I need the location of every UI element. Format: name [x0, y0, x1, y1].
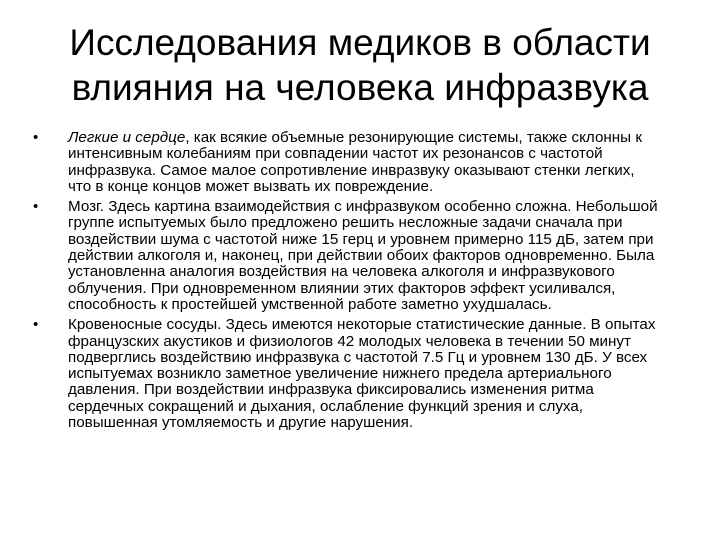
bullet-marker: • — [33, 316, 39, 334]
bullet-term: Мозг — [68, 198, 100, 216]
bullet-list — [28, 130, 658, 435]
bullet-text: . Здесь картина взаимодействия с инфразвуком особенно сложна. Небольшой группе испытуемых было предложено решить несложные задачи сначала при воздействии шума с частотой ниже 15 герц и уровнем примерно 115 дБ, затем при действии алкоголя и, наконец, при действии обоих факторов одновременно. Была установленна аналогия воздействия на человека алкоголя и инфразвукового облучения. При одновременном влиянии этих факторов эффект усиливался, способность к простейшей умственной работе заметно ухудшалась. — [68, 198, 658, 313]
slide-title: Исследования медиков в области влияния на человека инфразвука — [69, 22, 651, 108]
bullet-item-blood-vessels — [28, 317, 658, 431]
bullet-marker: • — [33, 198, 39, 216]
bullet-term: Легкие и сердце — [68, 129, 186, 146]
bullet-item-brain — [28, 199, 658, 313]
bullet-text: . Здесь имеются некоторые статистические данные. В опытах французских акустиков и физиологов 42 молодых человека в течении 50 минут подверглись воздействию инфразвука с частотой 7.5 Гц и уровнем 130 дБ. У всех испытуемах возникло заметное увеличение нижнего предела артериального давления. При воздействии инфразвука фиксировались изменения ритма сердечных сокращений и дыхания, ослабление функций зрения и слуха, повышенная утомляемость и другие нарушения. — [68, 316, 656, 432]
bullet-term: Кровеносные сосуды — [68, 316, 218, 334]
bullet-text: , как всякие объемные резонирующие системы, также склонны к интенсивным колебаниям при совпадении частот их резонансов с частотой инфразвука. Самое малое сопротивление инвразвуку оказывают стенки легких, что в конце концов может вызвать их повреждение. — [68, 129, 642, 195]
bullet-item-lungs-heart — [28, 130, 658, 195]
bullet-marker: • — [33, 129, 39, 146]
